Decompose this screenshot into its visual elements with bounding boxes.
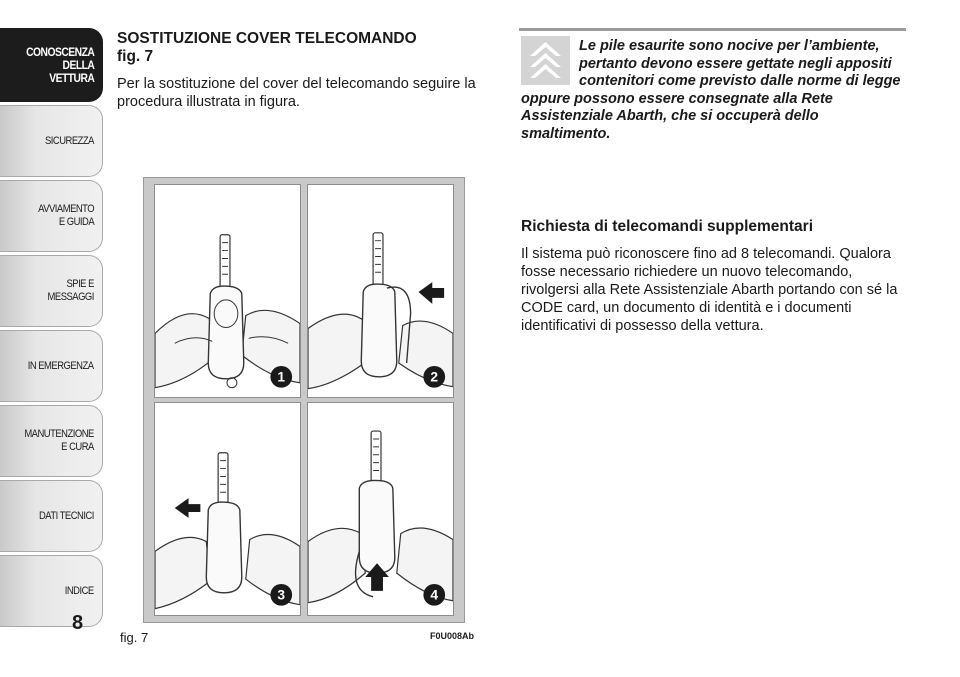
tab-label: AVVIAMENTO E GUIDA (38, 203, 94, 228)
step-panel-4 (307, 402, 454, 616)
section-title: SOSTITUZIONE COVER TELECOMANDO (117, 30, 417, 47)
figure-reference: fig. 7 (117, 48, 154, 65)
tab-label: CONOSCENZA DELLA VETTURA (25, 44, 94, 85)
step-panel-1 (154, 184, 301, 398)
step-number-2: 2 (430, 369, 439, 385)
warning-icon-spacer (521, 38, 579, 88)
arrow-left-icon (175, 498, 201, 518)
tab-conoscenza-della-vettura[interactable] (0, 28, 103, 102)
tab-manutenzione-e-cura[interactable] (0, 405, 103, 477)
extra-remotes-section (521, 218, 906, 335)
step-number-1: 1 (277, 369, 286, 385)
key-in-hands-illustration (155, 185, 300, 397)
tab-label: DATI TECNICI (39, 509, 94, 522)
extra-remotes-title: Richiesta di telecomandi supplementari (521, 218, 813, 235)
key-cover-fitting-illustration (155, 403, 300, 615)
extra-remotes-body: Il sistema può riconoscere fino ad 8 telecomandi. Qualora fosse necessario richiedere un nuovo telecomando, rivolgersi alla Rete Assistenziale Abarth portando con sé la CODE card, un documento di identità e i documenti identificativi di possesso della vettura. (521, 246, 898, 334)
chapter-tabs (0, 28, 103, 630)
tab-label: SICUREZZA (45, 134, 94, 147)
tab-label: SPIE E MESSAGGI (47, 278, 94, 303)
warning-rule (519, 28, 906, 31)
step-number-4: 4 (430, 587, 439, 603)
arrow-right-icon (418, 282, 444, 304)
step-panel-2 (307, 184, 454, 398)
tab-indice[interactable] (0, 555, 103, 627)
remote-cover-section (117, 30, 497, 111)
tab-sicurezza[interactable] (0, 105, 103, 177)
tab-in-emergenza[interactable] (0, 330, 103, 402)
tab-label: MANUTENZIONE E CURA (24, 428, 94, 453)
key-cover-push-illustration (308, 403, 453, 615)
tab-dati-tecnici[interactable] (0, 480, 103, 552)
tab-spie-e-messaggi[interactable] (0, 255, 103, 327)
figure-caption: fig. 7 (120, 630, 149, 645)
tab-label: INDICE (65, 584, 94, 597)
key-cover-removal-illustration (308, 185, 453, 397)
page-number: 8 (72, 612, 84, 634)
figure-code: F0U008Ab (430, 631, 475, 641)
battery-disposal-warning (521, 38, 906, 144)
step-panel-3 (154, 402, 301, 616)
warning-text: Le pile esaurite sono nocive per l’ambiente, pertanto devono essere gettate negli appositi contenitori come previsto dalle norme di legge oppure possono essere consegnate alla Rete Assistenziale Abarth, che si occuperà dello smaltimento. (521, 38, 901, 142)
step-number-3: 3 (277, 587, 286, 603)
tab-label: IN EMERGENZA (28, 359, 94, 372)
remote-cover-figure (143, 177, 465, 623)
tab-avviamento-e-guida[interactable] (0, 180, 103, 252)
section-body: Per la sostituzione del cover del telecomando seguire la procedura illustrata in figura. (117, 76, 476, 110)
